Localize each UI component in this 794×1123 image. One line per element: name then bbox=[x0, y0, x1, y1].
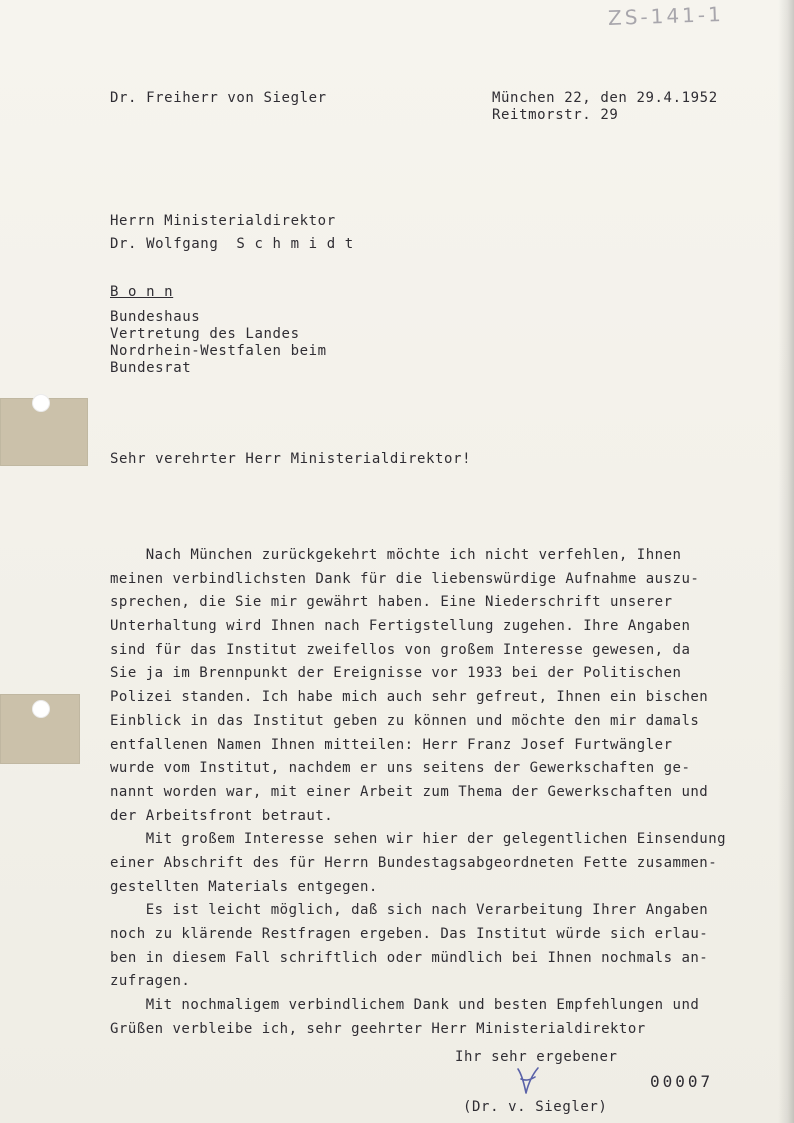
body-line: ben in diesem Fall schriftlich oder mündlich bei Ihnen nochmals an- bbox=[110, 949, 709, 966]
punch-hole-bottom bbox=[32, 700, 50, 718]
address-line: Nordrhein-Westfalen beim bbox=[110, 343, 327, 359]
salutation: Sehr verehrter Herr Ministerialdirektor! bbox=[110, 451, 472, 467]
address-line: Bundeshaus bbox=[110, 309, 201, 325]
body-line: Nach München zurückgekehrt möchte ich nicht verfehlen, Ihnen bbox=[110, 547, 682, 563]
document-number: 00007 bbox=[650, 1072, 714, 1091]
body-line: entfallenen Namen Ihnen mitteilen: Herr Franz Josef Furtwängler bbox=[110, 736, 673, 753]
letter-body bbox=[110, 544, 780, 1041]
body-line: meinen verbindlichsten Dank für die liebenswürdige Aufnahme auszu- bbox=[110, 570, 700, 587]
body-line: der Arbeitsfront betraut. bbox=[110, 807, 334, 824]
page-edge-shadow bbox=[778, 0, 794, 1123]
body-line: sind für das Institut zweifellos von großem Interesse gewesen, da bbox=[110, 641, 691, 658]
recipient-city: B o n n bbox=[110, 284, 174, 300]
sender-street: Reitmorstr. 29 bbox=[492, 107, 619, 123]
body-line: nannt worden war, mit einer Arbeit zum Thema der Gewerkschaften und bbox=[110, 783, 709, 800]
body-line: Mit großem Interesse sehen wir hier der gelegentlichen Einsendung bbox=[110, 831, 727, 848]
body-line: gestellten Materials entgegen. bbox=[110, 878, 378, 895]
sender-name: Dr. Freiherr von Siegler bbox=[110, 90, 327, 106]
body-line: Sie ja im Brennpunkt der Ereignisse vor 1933 bei der Politischen bbox=[110, 665, 682, 682]
body-line: sprechen, die Sie mir gewährt haben. Eine Niederschrift unserer bbox=[110, 594, 673, 611]
recipient-block bbox=[110, 210, 354, 256]
signature-name: (Dr. v. Siegler) bbox=[463, 1099, 608, 1115]
body-line: noch zu klärende Restfragen ergeben. Das Institut würde sich erlau- bbox=[110, 926, 709, 942]
body-line: wurde vom Institut, nachdem er uns seitens der Gewerkschaften ge- bbox=[110, 760, 691, 777]
archive-reference: ZS-141-1 bbox=[607, 1, 725, 31]
body-line: Einblick in das Institut geben zu können und möchte den mir damals bbox=[110, 712, 700, 729]
handwritten-signature-mark bbox=[512, 1065, 542, 1097]
address-line: Bundesrat bbox=[110, 360, 192, 376]
recipient-name: Dr. Wolfgang S c h m i d t bbox=[110, 236, 354, 252]
recipient-address bbox=[110, 309, 327, 377]
body-line: Mit nochmaligem verbindlichem Dank und besten Empfehlungen und bbox=[110, 997, 700, 1014]
body-line: einer Abschrift des für Herrn Bundestagsabgeordneten Fette zusammen- bbox=[110, 854, 718, 871]
punch-hole-top bbox=[32, 394, 50, 412]
place-date: München 22, den 29.4.1952 bbox=[492, 90, 718, 106]
body-line: zufragen. bbox=[110, 973, 191, 990]
body-line: Es ist leicht möglich, daß sich nach Verarbeitung Ihrer Angaben bbox=[110, 902, 709, 919]
body-line: Unterhaltung wird Ihnen nach Fertigstellung zugehen. Ihre Angaben bbox=[110, 618, 691, 635]
body-line: Grüßen verbleibe ich, sehr geehrter Herr Ministerialdirektor bbox=[110, 1020, 646, 1037]
closing-phrase: Ihr sehr ergebener bbox=[455, 1049, 618, 1065]
address-line: Vertretung des Landes bbox=[110, 326, 300, 342]
recipient-title: Herrn Ministerialdirektor bbox=[110, 213, 336, 229]
body-line: Polizei standen. Ich habe mich auch sehr gefreut, Ihnen ein bischen bbox=[110, 689, 709, 706]
